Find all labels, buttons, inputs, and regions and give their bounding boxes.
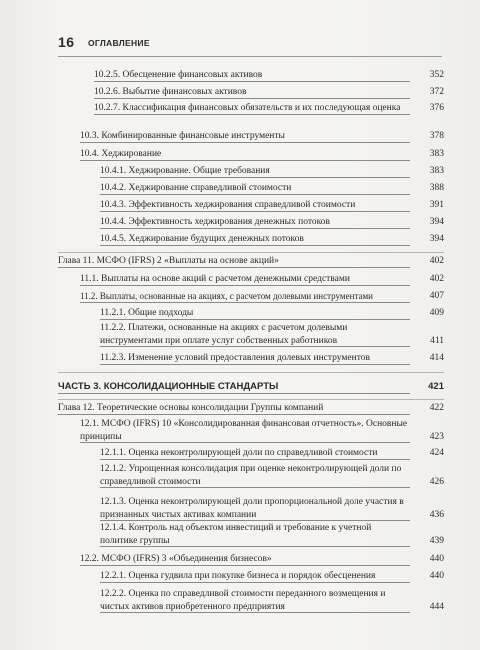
- toc-leader-line: [94, 81, 410, 82]
- toc-entry-page: 378: [429, 131, 444, 141]
- toc-entry[interactable]: [100, 216, 444, 229]
- toc-entry-title: Глава 11. МСФО (IFRS) 2 «Выплаты на основе акций»: [58, 256, 279, 266]
- toc-entry-page: 440: [429, 554, 444, 564]
- toc-entry[interactable]: [100, 352, 444, 365]
- toc-entry-page: 402: [429, 274, 444, 284]
- toc-entry-title: 12.2.2. Оценка по справедливой стоимости переданного возмещения и чистых активов приобретенного предприятия: [100, 589, 386, 612]
- toc-entry[interactable]: [100, 496, 444, 521]
- toc-leader-line: [80, 302, 410, 303]
- toc-entry-page: 352: [429, 70, 444, 80]
- toc-entry-page: 383: [429, 166, 444, 176]
- toc-entry-title: 10.2.6. Выбытие финансовых активов: [94, 87, 247, 97]
- toc-entry-title: 11.2. Выплаты, основанные на акциях, с расчетом долевыми инструментами: [80, 291, 373, 301]
- toc-leader-line: [58, 393, 410, 394]
- toc-entry[interactable]: [100, 463, 444, 488]
- toc-leader-line: [100, 364, 410, 365]
- toc-entry[interactable]: [100, 233, 444, 246]
- toc-entry[interactable]: [100, 199, 444, 212]
- toc-leader-line: [80, 160, 410, 161]
- toc-entry-page: 426: [429, 476, 444, 487]
- toc-entry-chapter[interactable]: [58, 402, 444, 415]
- toc-entry-title: 11.1. Выплаты на основе акций с расчетом денежными средствами: [80, 274, 350, 284]
- toc-entry-title: 10.4.2. Хеджирование справедливой стоимости: [100, 183, 292, 193]
- toc-entry[interactable]: [80, 553, 444, 566]
- toc-entry-title: 10.2.5. Обесценение финансовых активов: [94, 70, 263, 80]
- toc-entry-title: 12.1. МСФО (IFRS) 10 «Консолидированная финансовая отчетность». Основные принципы: [80, 419, 408, 442]
- toc-entry-page: 407: [429, 291, 444, 301]
- toc-entry-title: 10.4. Хеджирование: [80, 149, 162, 159]
- toc-entry[interactable]: [100, 165, 444, 178]
- toc-entry-title: Глава 12. Теоретические основы консолидации Группы компаний: [58, 403, 324, 413]
- toc-leader-line: [100, 211, 410, 212]
- toc-entry-page: 439: [429, 535, 444, 546]
- toc-entry-title: 11.2.2. Платежи, основанные на акциях с расчетом долевыми инструментами при оплате услуг собственных работников: [100, 323, 348, 346]
- toc-entry-page: 411: [430, 335, 444, 346]
- page-number: 16: [58, 34, 75, 50]
- toc-entry-page: 444: [429, 601, 444, 612]
- toc-entry-page: 440: [429, 571, 444, 581]
- toc-entry-title: 10.4.3. Эффективность хеджирования справедливой стоимости: [100, 200, 356, 210]
- toc-entry[interactable]: [100, 307, 444, 320]
- toc-entry[interactable]: [80, 273, 444, 286]
- toc-entry-title: 11.2.1. Общие подходы: [100, 308, 194, 318]
- toc-leader-line: [58, 414, 410, 415]
- toc-entry-title: 11.2.3. Изменение условий предоставления долевых инструментов: [100, 353, 370, 363]
- toc-entry-page: 372: [429, 87, 444, 97]
- toc-entry[interactable]: [80, 130, 444, 143]
- toc-entry-page: 414: [429, 353, 444, 363]
- section-divider: [58, 252, 444, 253]
- toc-entry-title: 12.2.1. Оценка гудвила при покупке бизнеса и порядок обесценения: [100, 571, 376, 581]
- toc-leader-line: [94, 114, 410, 115]
- toc-entry-title: 12.1.3. Оценка неконтролирующей доли пропорциональной доле участия в признанных чистых активах компании: [100, 497, 404, 520]
- toc-leader-line: [100, 582, 410, 583]
- toc-entry[interactable]: [80, 148, 444, 161]
- toc-leader-line: [100, 612, 410, 613]
- toc-entry[interactable]: [100, 447, 444, 460]
- toc-leader-line: [80, 285, 410, 286]
- toc-leader-line: [100, 546, 410, 547]
- toc-leader-line: [80, 142, 410, 143]
- toc-leader-line: [100, 319, 410, 320]
- toc-entry[interactable]: [80, 290, 444, 303]
- toc-leader-line: [100, 487, 410, 488]
- toc-entry[interactable]: [94, 86, 444, 99]
- toc-entry-title: 10.2.7. Классификация финансовых обязательств и их последующая оценка: [94, 103, 401, 113]
- toc-leader-line: [80, 442, 410, 443]
- toc-leader-line: [100, 459, 410, 460]
- toc-leader-line: [100, 194, 410, 195]
- toc-leader-line: [58, 267, 410, 268]
- toc-entry[interactable]: [100, 322, 444, 347]
- toc-entry[interactable]: [94, 69, 444, 82]
- toc-entry-page: 391: [429, 200, 444, 210]
- toc-entry[interactable]: [80, 418, 444, 443]
- toc-entry-page: 422: [429, 403, 444, 413]
- toc-leader-line: [100, 520, 410, 521]
- toc-entry[interactable]: [100, 522, 444, 547]
- toc-entry-title: 12.1.2. Упрощенная консолидация при оценке неконтролирующей доли по справедливой стоимости: [100, 464, 402, 487]
- toc-entry-title: 10.3. Комбинированные финансовые инструменты: [80, 131, 285, 141]
- toc-entry-chapter[interactable]: [58, 255, 444, 268]
- toc-leader-line: [100, 346, 410, 347]
- toc-entry-page: 383: [429, 149, 444, 159]
- toc-entry-page: 388: [429, 183, 444, 193]
- toc-entry[interactable]: [100, 182, 444, 195]
- toc-entry-page: 394: [429, 234, 444, 244]
- section-title: ОГЛАВЛЕНИЕ: [88, 38, 150, 48]
- toc-entry-page: 421: [428, 381, 444, 392]
- toc-entry-page: 423: [429, 431, 444, 442]
- toc-entry-title: 12.2. МСФО (IFRS) 3 «Объединения бизнесов»: [80, 554, 272, 564]
- toc-entry-title: 10.4.1. Хеджирование. Общие требования: [100, 166, 270, 176]
- toc-entry-title: 10.4.5. Хеджирование будущих денежных потоков: [100, 234, 304, 244]
- toc-entry-title: 10.4.4. Эффективность хеджирования денежных потоков: [100, 217, 331, 227]
- toc-entry-title: ЧАСТЬ 3. КОНСОЛИДАЦИОННЫЕ СТАНДАРТЫ: [58, 381, 279, 392]
- toc-leader-line: [100, 177, 410, 178]
- toc-entry-page: 436: [429, 509, 444, 520]
- toc-leader-line: [80, 565, 410, 566]
- toc-entry[interactable]: [100, 588, 444, 613]
- section-divider: [58, 372, 444, 373]
- toc-leader-line: [100, 228, 410, 229]
- toc-leader-line: [94, 98, 410, 99]
- toc-entry-page: 424: [429, 448, 444, 458]
- toc-entry-part[interactable]: [58, 381, 444, 394]
- toc-entry-page: 409: [429, 308, 444, 318]
- toc-entry[interactable]: [94, 102, 444, 115]
- toc-entry[interactable]: [100, 570, 444, 583]
- section-divider: [58, 399, 444, 400]
- toc-entry-title: 12.1.1. Оценка неконтролирующей доли по справедливой стоимости: [100, 448, 378, 458]
- toc-leader-line: [100, 245, 410, 246]
- toc-entry-page: 402: [429, 256, 444, 266]
- toc-entry-page: 376: [429, 103, 444, 113]
- toc-entry-page: 394: [429, 217, 444, 227]
- toc-entry-title: 12.1.4. Контроль над объектом инвестиций и требование к учетной политике группы: [100, 523, 372, 546]
